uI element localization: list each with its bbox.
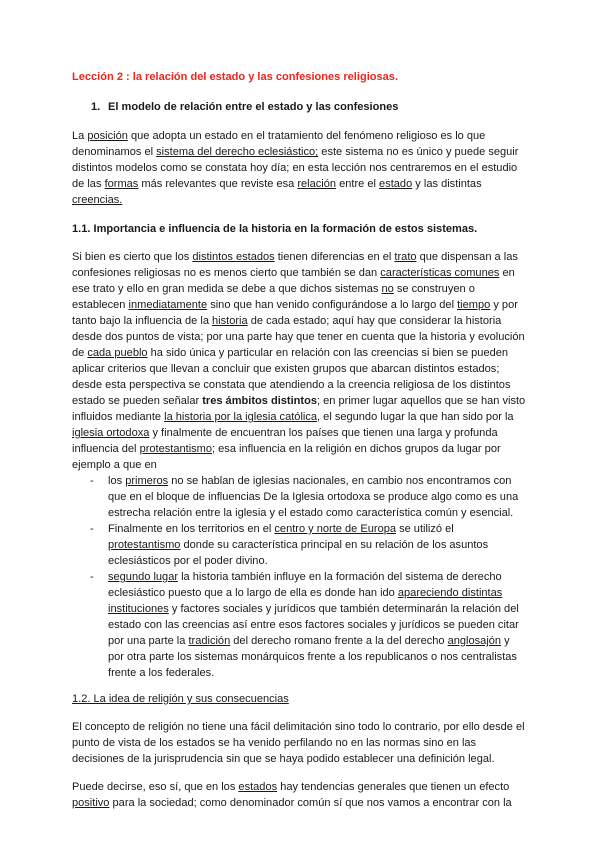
paragraph-line: tanto bajo la influencia de la historia de cada estado; aquí hay que considerar la historia <box>72 315 502 327</box>
underlined-term: sistema del derecho eclesiástico; <box>156 146 319 158</box>
underlined-term: segundo lugar <box>108 571 179 583</box>
underlined-term: protestantismo <box>139 443 213 455</box>
bold-term: tres ámbitos distintos <box>202 395 318 407</box>
paragraph-line: denominamos el sistema del derecho eclesiástico; este sistema no es único y puede seguir <box>72 146 519 158</box>
list-item-line: eclesiásticos por el poder divino. <box>108 555 268 567</box>
underlined-term: tradición <box>188 635 231 647</box>
section-1-2-heading <box>72 692 289 706</box>
underlined-term: cada pueblo <box>87 347 148 359</box>
underlined-term: relación <box>297 178 337 190</box>
bullet-marker: - <box>90 475 94 487</box>
paragraph-line: de cada pueblo ha sido única y particular en relación con las creencias si bien se pueden <box>72 347 509 359</box>
paragraph-line: ese trato y ello en gran medida se debe a que dichos sistemas no se construyen o <box>72 283 475 295</box>
underlined-term: anglosajón <box>447 635 502 647</box>
paragraph-line: confesiones religiosas no es menos cierto que también se dan características comunes en <box>72 267 515 279</box>
underlined-term: centro y norte de Europa <box>274 523 396 535</box>
underlined-term: instituciones <box>108 603 169 615</box>
list-item-line: estado con las creencias así entre esos factores sociales y jurídicos se pueden citar <box>108 619 519 631</box>
underlined-term: estados <box>238 781 278 793</box>
underlined-term: trato <box>394 251 417 263</box>
paragraph-line: punto de vista de los estados se ha venido perfilando no en las normas sino en las <box>72 737 477 749</box>
list-item-line: por otra parte los sistemas monárquicos frente a los republicanos o nos centralistas <box>108 651 517 663</box>
list-item-line: protestantismo donde su característica principal en su relación de los asuntos <box>108 539 489 551</box>
list-item-line: por una parte la tradición del derecho romano frente a la del derecho anglosajón y <box>108 635 510 647</box>
paragraph-line: influencia del protestantismo; esa influencia en la religión en dichos grupos da lugar por <box>72 443 501 455</box>
section-1-2-heading-text: 1.2. La idea de religión y sus consecuencias <box>72 693 289 705</box>
paragraph-line: iglesia ortodoxa y finalmente de encuentran los países que tienen una larga y profunda <box>72 427 498 439</box>
list-item-line: frente a los federales. <box>108 667 215 679</box>
paragraph-line <box>72 193 122 207</box>
underlined-term: estado <box>379 178 413 190</box>
paragraph-line: distintos modelos como se constata hoy día; en esta lección nos centraremos en el estudio <box>72 162 518 174</box>
underlined-term: creencias. <box>72 194 123 206</box>
underlined-term: posición <box>87 130 128 142</box>
list-item-line: instituciones y factores sociales y jurídicos que también determinarán la relación del <box>108 603 519 615</box>
list-item-line: Finalmente en los territorios en el centro y norte de Europa se utilizó el <box>108 523 454 535</box>
paragraph-line: desde esta perspectiva se constata que atendiendo a la creencia religiosa de los distintos <box>72 379 511 391</box>
paragraph-line: Puede decirse, eso sí, que en los estados hay tendencias generales que tienen un efecto <box>72 781 510 793</box>
section-1-heading: El modelo de relación entre el estado y las confesiones <box>108 101 399 113</box>
underlined-term: protestantismo <box>108 539 181 551</box>
paragraph-line: establecen inmediatamente sino que han venido configurándose a lo largo del tiempo y por <box>72 299 518 311</box>
underlined-term: inmediatamente <box>128 299 208 311</box>
paragraph-line: ejemplo a que en <box>72 459 157 471</box>
paragraph-line: aplicar criterios que llevan a concluir que existen grupos que abarcan distintos estados; <box>72 363 500 375</box>
bullet-marker: - <box>90 523 94 535</box>
paragraph-line: influidos mediante la historia por la iglesia católica, el segundo lugar la que han sido por la <box>72 411 514 423</box>
paragraph-line: El concepto de religión no tiene una fácil delimitación sino todo lo contrario, por ello desde el <box>72 721 525 733</box>
underlined-term: no <box>381 283 394 295</box>
underlined-term: iglesia ortodoxa <box>72 427 150 439</box>
list-item-line: estrecha relación entre la iglesia y el estado como característica común y esencial. <box>108 507 514 519</box>
underlined-term: distintos estados <box>192 251 275 263</box>
section-1-1-heading: 1.1. Importancia e influencia de la historia en la formación de estos sistemas. <box>72 223 478 235</box>
paragraph-line: desde dos puntos de vista; por una parte hay que tener en cuenta que la historia y evolución <box>72 331 525 343</box>
bullet-marker: - <box>90 571 94 583</box>
section-1-number: 1. <box>91 101 101 113</box>
list-item-line: eclesiástico puesto que a lo largo de ella es donde han ido apareciendo distintas <box>108 587 503 599</box>
underlined-term: tiempo <box>457 299 491 311</box>
underlined-term: primeros <box>125 475 169 487</box>
paragraph-line: Si bien es cierto que los distintos estados tienen diferencias en el trato que dispensan a las <box>72 251 518 263</box>
underlined-term: historia <box>212 315 248 327</box>
underlined-term: formas <box>104 178 139 190</box>
list-item-line: segundo lugar la historia también influye en la formación del sistema de derecho <box>108 571 502 583</box>
underlined-term: la historia por la iglesia católica <box>164 411 318 423</box>
list-item-line: los primeros no se hablan de iglesias nacionales, en cambio nos encontramos con <box>108 475 512 487</box>
underlined-term: positivo <box>72 797 110 809</box>
paragraph-line: decisiones de la jurisprudencia sin que se haya podido establecer una definición legal. <box>72 753 495 765</box>
underlined-term: características comunes <box>380 267 500 279</box>
paragraph-line: estado se pueden señalar tres ámbitos distintos; en primer lugar aquellos que se han visto <box>72 395 526 407</box>
underlined-term: apareciendo distintas <box>397 587 503 599</box>
paragraph-line: de las formas más relevantes que reviste esa relación entre el estado y las distintas <box>72 178 482 190</box>
paragraph-line: La posición que adopta un estado en el tratamiento del fenómeno religioso es lo que <box>72 130 486 142</box>
lesson-title: Lección 2 : la relación del estado y las confesiones religiosas. <box>72 71 399 83</box>
paragraph-line: positivo para la sociedad; como denominador común sí que nos vamos a encontrar con la <box>72 797 512 809</box>
list-item-line: que en el bloque de influencias De la Iglesia ortodoxa se produce algo como es una <box>108 491 519 503</box>
